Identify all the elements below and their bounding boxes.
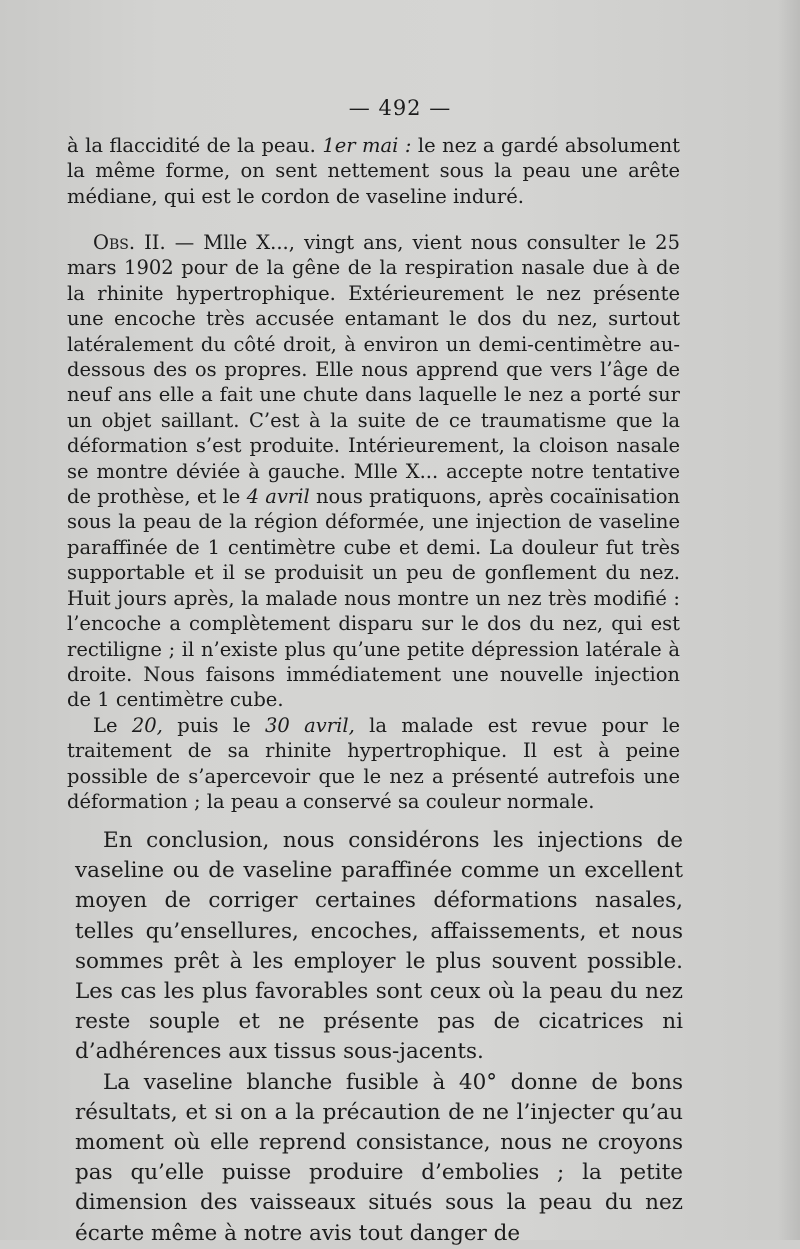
observation-text-2-end: la malade est revue pour le traitement de sa rhinite hypertrophique. Il est à peine possible de s’apercevoir que le nez a présenté autrefois une déformation ; la peau a conservé sa couleur normale.: [67, 713, 680, 813]
observation-label: Obs. II. —: [93, 231, 204, 254]
observation-text-1: Mlle X..., vingt ans, vient nous consulter le 25 mars 1902 pour de la gêne de la respiration nasale due à de la rhinite hypertrophique. Extérieurement le nez présente une encoche très accusée entamant le dos du nez, surtout latéralement du côté droit, à environ un demi-centimètre au-dessous des os propres. Elle nous apprend que vers l’âge de neuf ans elle a fait une chute dans laquelle le nez a porté sur un objet saillant. C’est à la suite de ce traumatisme que la déformation s’est produite. Intérieurement, la cloison nasale se montre déviée à gauche. Mlle X... accepte notre tentative de prothèse, et le: [67, 231, 680, 509]
page-number: — 492 —: [348, 96, 452, 120]
conclusion-paragraph-1: En conclusion, nous considérons les injections de vaseline ou de vaseline paraffinée comme un excellent moyen de corriger certaines déformations nasales, telles qu’ensellures, encoches, affaissements, et nous sommes prêt à les employer le plus souvent possible. Les cas les plus favorables sont ceux où la peau du nez reste souple et ne présente pas de cicatrices ni d’adhérences aux tissus sous-jacents.: [75, 828, 683, 1065]
continuation-paragraph: [67, 133, 680, 209]
page-edge-shadow: [778, 0, 800, 1240]
continuation-text-a: à la flaccidité de la peau.: [67, 134, 323, 157]
observation-text-2-mid: puis le: [162, 713, 265, 737]
date-4-avril: 4 avril: [246, 485, 310, 509]
date-1er-mai: 1er mai :: [322, 134, 412, 157]
conclusion-paragraph-2: La vaseline blanche fusible à 40° donne de bons résultats, et si on a la précaution de ne l’injecter qu’au moment où elle reprend consistance, nous ne croyons pas qu’elle puisse produire d’embolies ; la petite dimension des vaisseaux situés sous la peau du nez écarte même à notre avis tout danger de: [75, 1069, 683, 1246]
observation-paragraph-1: [67, 230, 680, 713]
observation-text-1-end: nous pratiquons, après cocaïnisation sous la peau de la région déformée, une injection de vaseline paraffinée de 1 centimètre cube et demi. La douleur fut très supportable et il se produisit un peu de gonflement du nez. Huit jours après, la malade nous montre un nez très modifié : l’encoche a complètement disparu sur le dos du nez, qui est rectiligne ; il n’existe plus qu’une petite dépression latérale à droite. Nous faisons immédiatement une nouvelle injection de 1 centimètre cube.: [67, 485, 680, 712]
observation-text-2-start: Le: [93, 713, 132, 737]
observation-section: [67, 230, 680, 814]
conclusion-section: [75, 826, 683, 1249]
date-20: 20,: [131, 713, 163, 737]
observation-paragraph-2: [67, 713, 680, 815]
date-30-avril: 30 avril,: [264, 713, 355, 737]
continuation-text-b: le nez a gardé absolument la même forme, on sent nettement sous la peau une arête médiane, qui est le cordon de vaseline induré.: [67, 134, 680, 208]
